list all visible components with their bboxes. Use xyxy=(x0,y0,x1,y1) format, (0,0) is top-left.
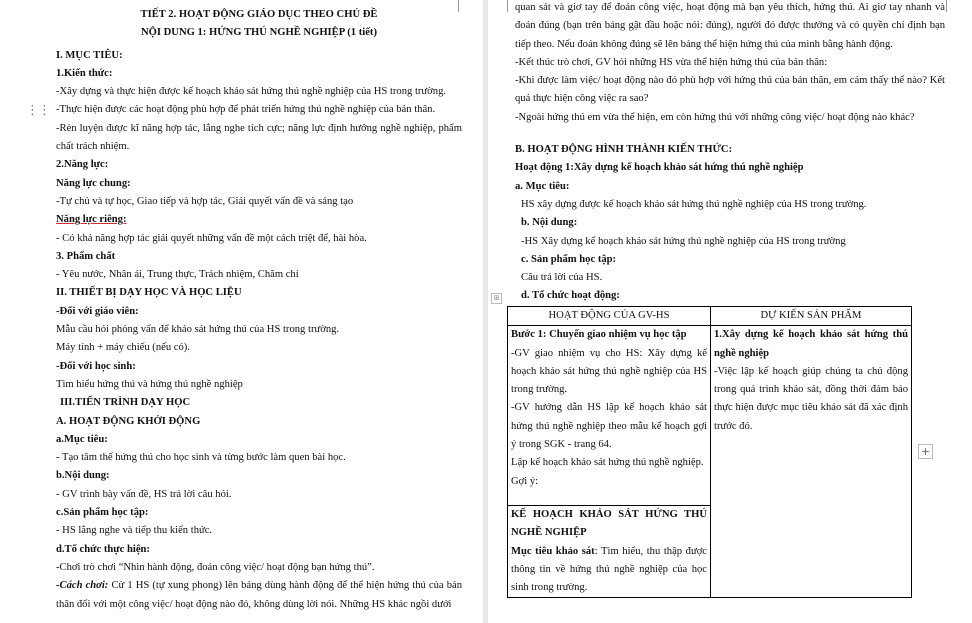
activity-heading: Hoạt động 1:Xây dựng kế hoạch khảo sát hứng thú nghề nghiệp xyxy=(515,162,804,174)
paragraph: - HS lắng nghe và tiếp thu kiến thức. xyxy=(56,525,213,537)
plan-heading: KẾ HOẠCH KHẢO SÁT HỨNG THÚ NGHỀ NGHIỆP xyxy=(511,508,707,539)
cell-paragraph: -GV hướng dẫn HS lập kế hoạch khảo sát hứng thú nghề nghiệp theo mẫu kế hoạch gợi ý trong SGK - trang 64. xyxy=(511,402,707,451)
section-heading: B. HOẠT ĐỘNG HÌNH THÀNH KIẾN THỨC: xyxy=(515,144,733,156)
step-heading: Bước 1: Chuyển giao nhiệm vụ học tập xyxy=(511,329,687,341)
goal-label: Mục tiêu khảo sát xyxy=(511,545,595,557)
paragraph: Tìm hiểu hứng thú và hứng thú nghề nghiệp xyxy=(56,378,243,390)
game-rules-text: Cử 1 HS (tự xung phong) lên bảng dùng hành động để thể hiện hứng thú của bản thân đối với một công việc/ hoạt động nào đó, không dùng lời nói. Những HS khác ngồi dưới xyxy=(56,580,462,610)
table-row xyxy=(508,326,912,598)
subsection-heading: c. Sản phẩm học tập: xyxy=(521,253,617,265)
paragraph: -Xây dựng và thực hiện được kế hoạch khảo sát hứng thú nghề nghiệp của HS trong trường. xyxy=(56,86,447,98)
cell-paragraph: -Việc lập kế hoạch giúp chúng ta chủ động trong quá trình khảo sát, đồng thời đảm bảo thực hiện được mục tiêu khảo sát đã xác định trước đó. xyxy=(714,365,908,432)
table-header-row xyxy=(508,307,912,326)
paragraph: -HS Xây dựng kế hoạch khảo sát hứng thú nghề nghiệp của HS trong trường xyxy=(521,235,846,247)
subsection-heading: 2.Năng lực: xyxy=(56,159,109,171)
paragraph: quan sát và giơ tay để đoán công việc, hoạt động mà bạn yêu thích, hứng thú. Ai giơ tay nhanh và đoán đúng (bạn trên bảng gật đầu hoặc nói: đúng), người đó được thưởng và có quyền chỉ định bạn tiếp theo. Nếu đoán không đúng sẽ lên bảng thể hiện hứng thú của mình bằng hành động. xyxy=(515,2,945,50)
table-move-icon[interactable]: ⊞ xyxy=(491,293,502,304)
subsection-heading: Năng lực riêng: xyxy=(56,214,127,226)
paragraph: -Thực hiện được các hoạt động phù hợp để phát triển hứng thú nghề nghiệp của bản thân. xyxy=(56,104,436,116)
paragraph: -Tự chủ và tự học, Giao tiếp và hợp tác, Giải quyết vấn đề và sáng tạo xyxy=(56,195,354,207)
paragraph: -Kết thúc trò chơi, GV hỏi những HS vừa thể hiện hứng thú của bản thân: xyxy=(515,56,828,68)
paragraph: -Chơi trò chơi “Nhìn hành động, đoán công việc/ hoạt động bạn hứng thú”. xyxy=(56,561,375,573)
add-column-button[interactable]: + xyxy=(918,444,933,459)
subsection-heading: b.Nội dung: xyxy=(56,470,110,482)
subsection-heading: d. Tổ chức hoạt động: xyxy=(521,290,620,302)
subsection-heading: -Đối với học sinh: xyxy=(56,360,136,372)
lesson-title: TIẾT 2. HOẠT ĐỘNG GIÁO DỤC THEO CHỦ ĐỀ xyxy=(140,9,378,20)
section-heading: II. THIẾT BỊ DẠY HỌC VÀ HỌC LIỆU xyxy=(56,287,242,299)
drag-handle-icon[interactable]: ⋮⋮ xyxy=(26,103,50,118)
document-page-right xyxy=(488,0,972,623)
page-margin-mark xyxy=(946,0,947,12)
subsection-heading: Năng lực chung: xyxy=(56,177,131,189)
paragraph: -Khi được làm việc/ hoạt động nào đó phù hợp với hứng thú của bản thân, em cảm thấy thế nào? Kết quả thực hiện công việc ra sao? xyxy=(515,75,945,105)
paragraph: Mẫu cầu hỏi phỏng vấn để khảo sát hứng thú của HS trong trường. xyxy=(56,324,340,336)
left-text-column xyxy=(56,6,462,614)
cell-paragraph: Gợi ý: xyxy=(511,475,539,487)
page-margin-mark xyxy=(507,0,508,12)
right-text-column xyxy=(515,2,945,306)
paragraph: - Có khả năng hợp tác giải quyết những vấn đề một cách triệt để, hài hòa. xyxy=(56,232,367,244)
paragraph: HS xây dựng được kế hoạch khảo sát hứng thú nghề nghiệp của HS trong trường. xyxy=(521,198,867,210)
paragraph: - Yêu nước, Nhân ái, Trung thực, Trách nhiệm, Chăm chỉ xyxy=(56,269,299,281)
subsection-heading: d.Tổ chức thực hiện: xyxy=(56,543,150,555)
subsection-heading: a.Mục tiêu: xyxy=(56,433,108,445)
paragraph xyxy=(56,577,462,614)
subsection-heading: 1.Kiến thức: xyxy=(56,67,113,79)
game-rules-label: -Cách chơi: xyxy=(56,580,109,592)
table-cell-products xyxy=(711,326,912,598)
goal-text: : Tìm hiểu, thu thập được thông tin về hứng thú nghề nghiệp của học sinh trong trường. xyxy=(511,545,708,594)
paragraph: - Tạo tâm thế hứng thú cho học sinh và từng bước làm quen bài học. xyxy=(56,452,346,464)
paragraph: -Rèn luyện được kĩ năng hợp tác, lắng nghe tích cực; năng lực định hướng nghề nghiệp, phẩm chất trách nhiệm. xyxy=(56,122,462,153)
paragraph: -Ngoài hứng thú em vừa thể hiện, em còn hứng thú với những công việc/ hoạt động nào khác? xyxy=(515,111,915,123)
cell-paragraph: Lập kế hoạch khảo sát hứng thú nghề nghiệp. xyxy=(511,457,704,469)
cell-paragraph: -GV giao nhiệm vụ cho HS: Xây dựng kế hoạch khảo sát hứng thú nghề nghiệp của HS trong trường. xyxy=(511,347,707,396)
activity-table xyxy=(507,306,912,598)
subsection-heading: -Đối với giáo viên: xyxy=(56,305,139,317)
cell-paragraph xyxy=(511,543,707,598)
table-header-cell: HOẠT ĐỘNG CỦA GV-HS xyxy=(508,307,711,326)
section-heading: A. HOẠT ĐỘNG KHỞI ĐỘNG xyxy=(56,415,201,427)
subsection-heading: a. Mục tiêu: xyxy=(515,180,570,192)
document-page-left xyxy=(0,0,483,623)
table-cell-activities xyxy=(508,326,711,598)
subsection-heading: c.Sản phẩm học tập: xyxy=(56,507,149,519)
subsection-heading: b. Nội dung: xyxy=(521,217,578,229)
section-heading: I. MỤC TIÊU: xyxy=(56,49,123,61)
product-heading: 1.Xây dựng kế hoạch khảo sát hứng thú nghề nghiệp xyxy=(714,329,908,359)
subsection-heading: 3. Phẩm chất xyxy=(56,250,116,262)
plan-box xyxy=(508,505,710,597)
section-heading: III.TIẾN TRÌNH DẠY HỌC xyxy=(60,397,191,409)
paragraph: - GV trình bày vấn đề, HS trả lời câu hỏi. xyxy=(56,488,232,500)
paragraph: Câu trả lời của HS. xyxy=(521,272,603,284)
lesson-subtitle: NỘI DUNG 1: HỨNG THÚ NGHỀ NGHIỆP (1 tiết) xyxy=(140,27,377,39)
paragraph: Máy tính + máy chiếu (nếu có). xyxy=(56,342,190,354)
table-header-cell: DỰ KIẾN SẢN PHẨM xyxy=(711,307,912,326)
